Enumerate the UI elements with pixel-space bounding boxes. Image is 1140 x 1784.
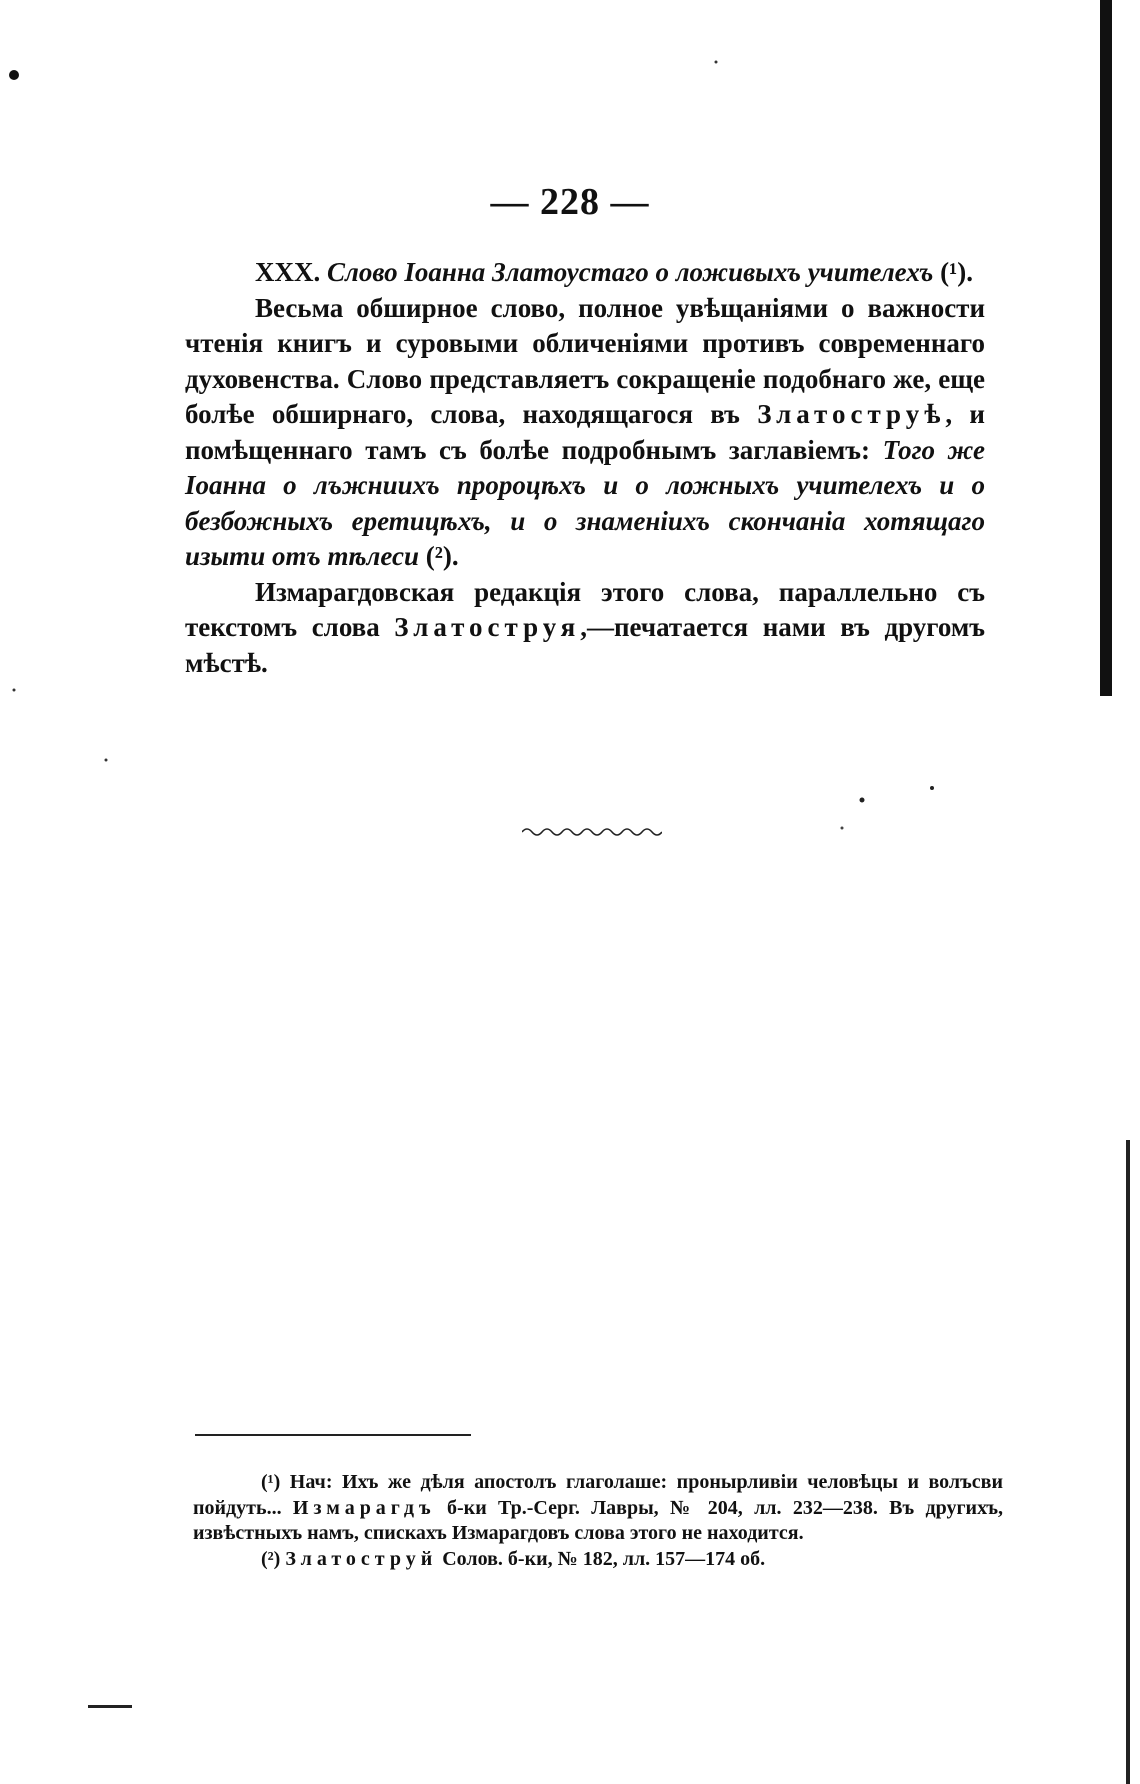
heading-title: Слово Іоанна Златоустаго о ложивыхъ учителехъ: [327, 257, 934, 287]
section-heading: [185, 255, 985, 291]
page-number: — 228 —: [490, 181, 650, 223]
fn1-text-b: б-ки Тр.-Серг. Лавры, № 204, лл. 232—238. Въ другихъ, извѣстныхъ намъ, спискахъ Измарагдовъ слова этого не находится.: [193, 1496, 1003, 1544]
fn2-spaced: Златоструй: [285, 1547, 438, 1570]
section-end-ornament: [522, 827, 662, 837]
fn2-text-b: Солов. б-ки, № 182, лл. 157—174 об.: [437, 1547, 766, 1570]
paragraph-2: [185, 575, 985, 682]
heading-number: XXX.: [255, 257, 321, 287]
para1-ref: (²).: [419, 541, 459, 571]
fn2-text-a: (²): [261, 1547, 286, 1570]
para1-text-a: Весьма обширное слово, полное увѣщаніями о важности чтенія книгъ и суровыми обличеніями противъ современнаго духовенства. Слово представляетъ сокращеніе подобнаго же, еще болѣе обширнаго, слова, находящагося въ: [185, 292, 985, 429]
para2-text-a: Измарагдовская редакція этого слова, параллельно съ текстомъ слова: [185, 576, 985, 642]
para2-spaced-a: Златоструя: [394, 612, 581, 642]
para1-italic-title: Того же Іоанна о лъжниихъ пророцѣхъ и о ложныхъ учителехъ и о безбожныхъ еретицѣхъ, и о знаменіихъ скончаніа хотящаго изыти отъ тѣлеси: [185, 434, 985, 571]
footnote-1: [193, 1470, 1003, 1547]
footnotes: [193, 1470, 1003, 1572]
para1-spaced-a: Златоструѣ: [757, 399, 946, 429]
para1-text-b: , и помѣщеннаго тамъ съ болѣе подробнымъ заглавіемъ:: [185, 399, 985, 465]
footnote-2: [193, 1547, 1003, 1573]
paragraph-1: [185, 291, 985, 575]
footnote-rule: [195, 1434, 471, 1436]
main-text: [185, 255, 985, 681]
para2-text-b: ,—печатается нами въ другомъ мѣстѣ.: [185, 612, 985, 678]
heading-ref: (¹).: [940, 257, 973, 287]
fn1-spaced: Измарагдъ: [292, 1496, 436, 1519]
fn1-text-a: (¹) Нач: Ихъ же дѣля апостолъ глаголаше: пронырливіи человѣцы и волъсви пойдуть...: [193, 1471, 1003, 1519]
